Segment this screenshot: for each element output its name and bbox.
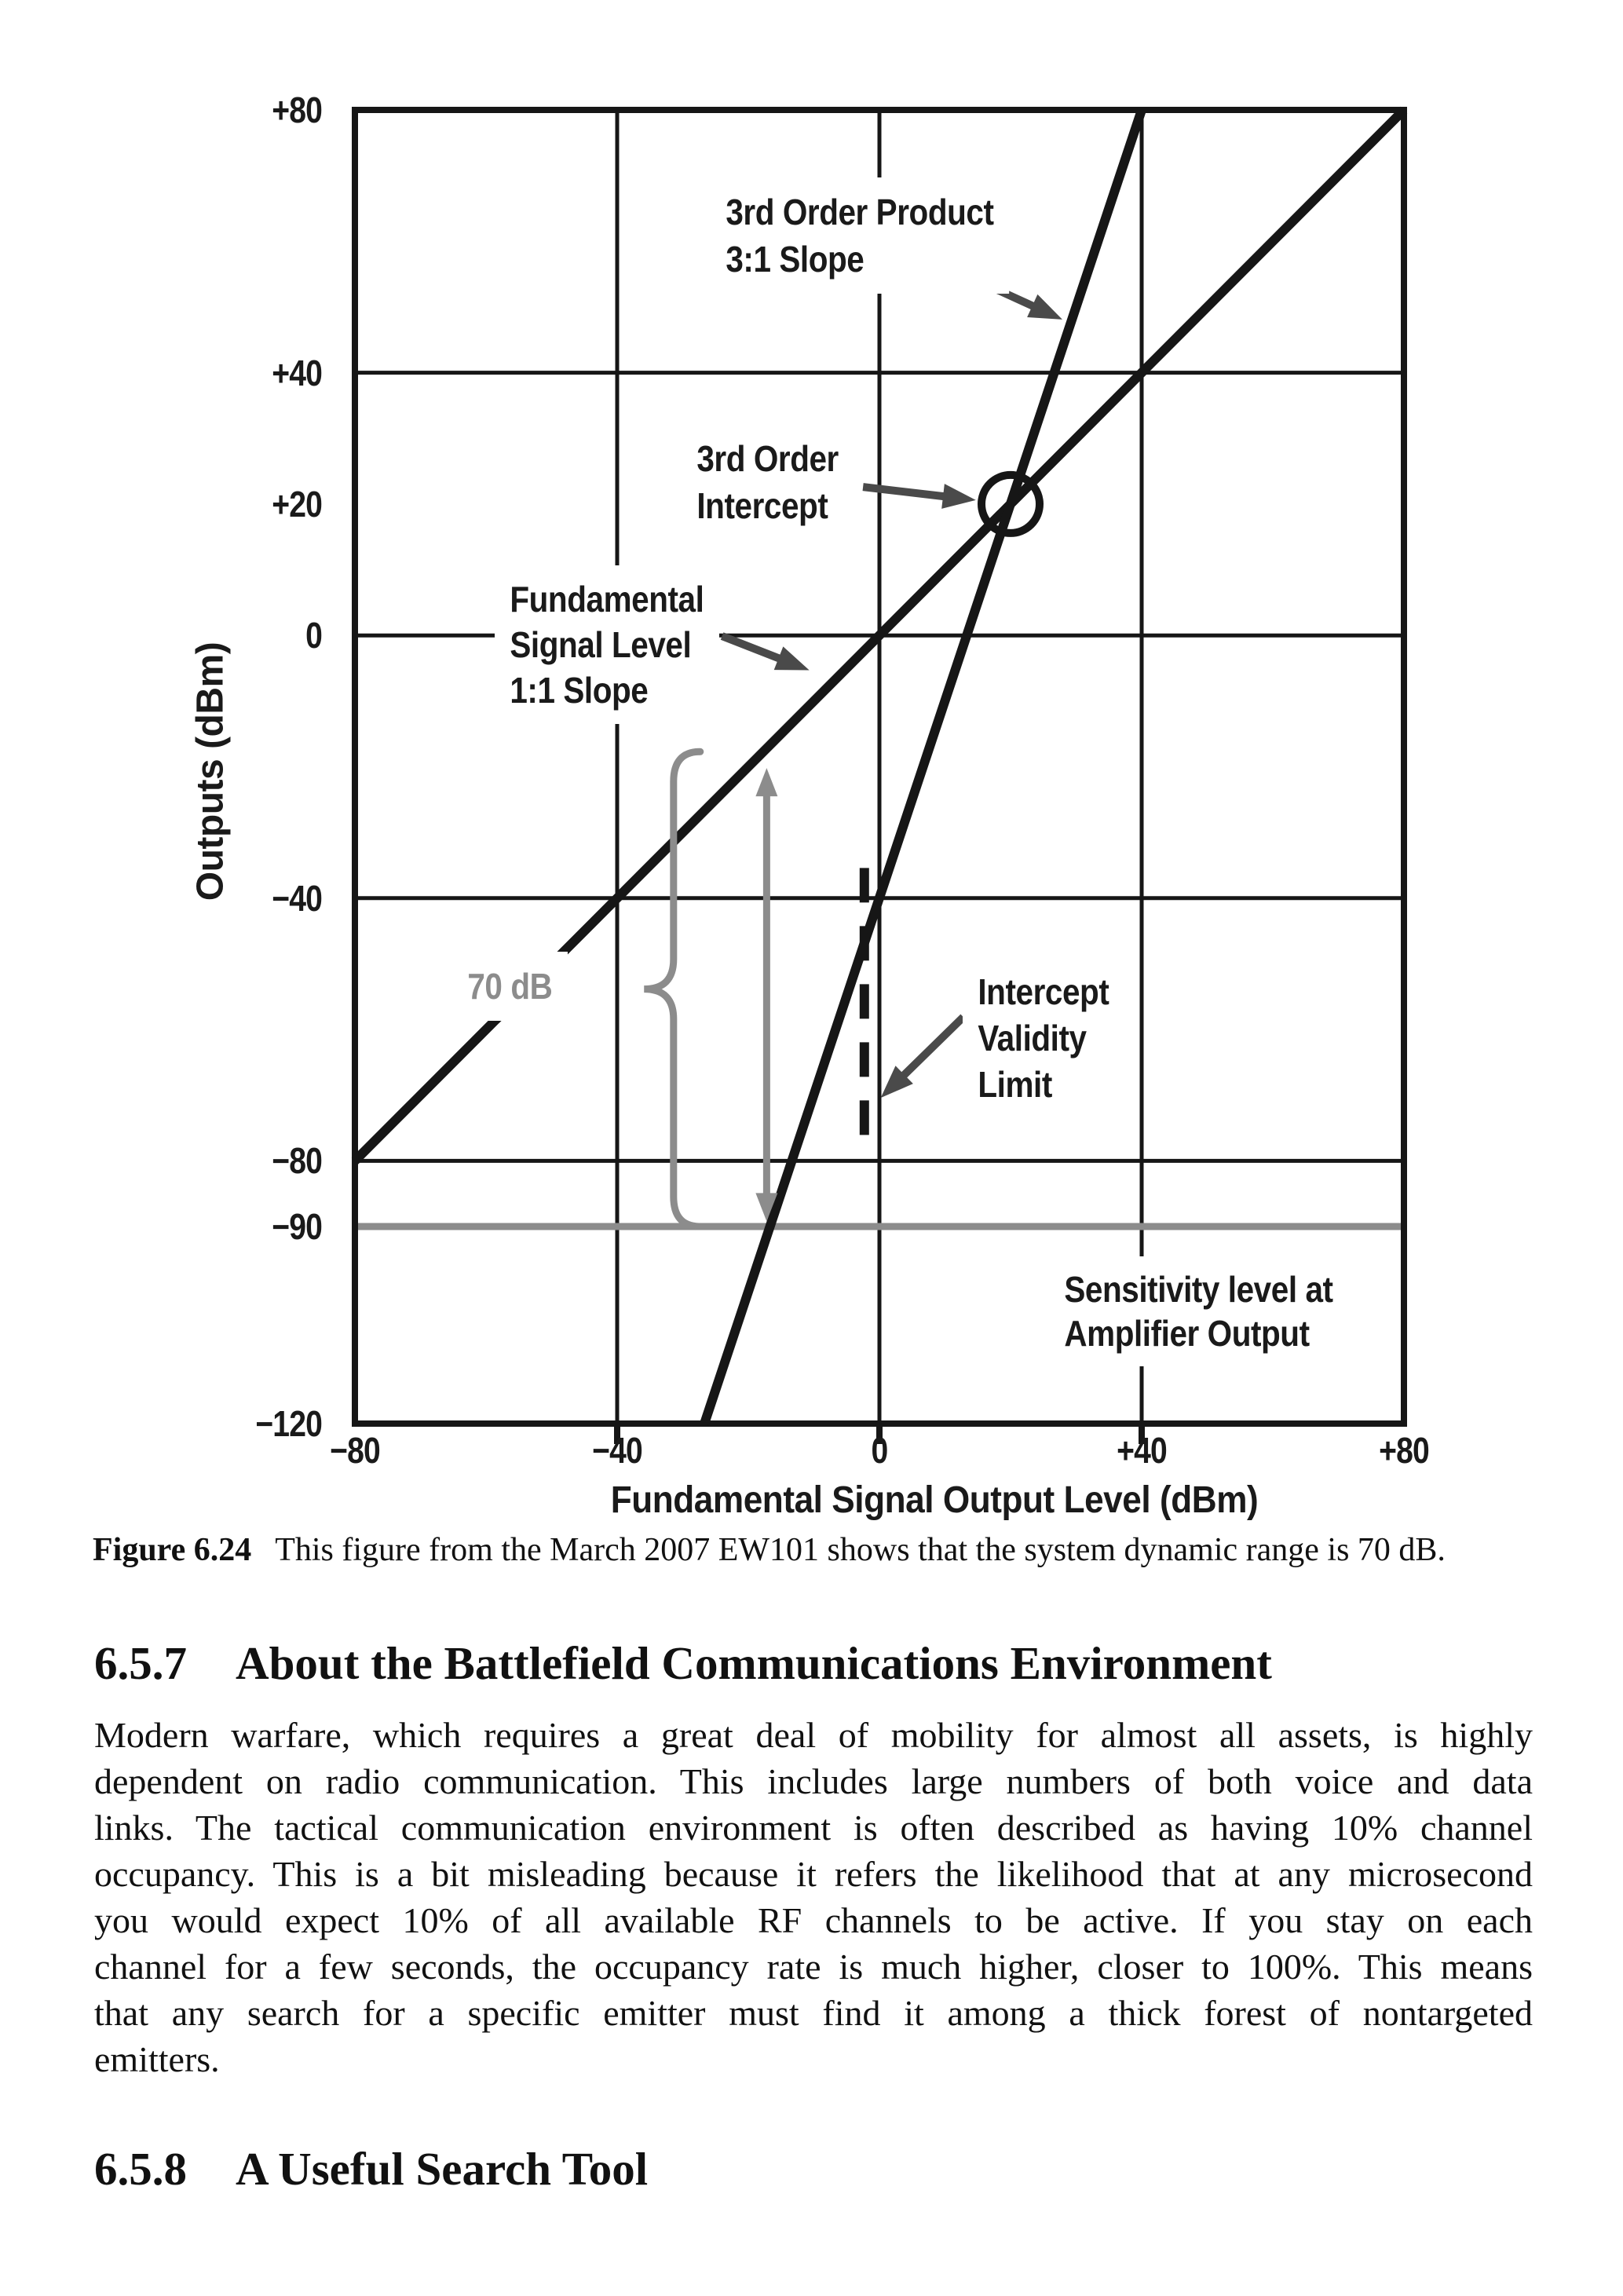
section-title: About the Battlefield Communications Environment (236, 1637, 1272, 1689)
y-tick-label-40: +40 (272, 352, 322, 393)
label-3rd-order-intercept: 3rd Order Intercept (682, 424, 854, 540)
paragraph-line: that any search for a specific emitter must find it among a thick forest of nontargeted (94, 1993, 1533, 2033)
intercept-arrow-head (941, 484, 976, 509)
paragraph-line: emitters. (94, 2039, 220, 2079)
y-tick-label--90: −90 (272, 1206, 322, 1248)
label-intercept-validity-limit: Intercept Validity Limit (963, 958, 1124, 1119)
x-tick-label--40: −40 (592, 1430, 642, 1471)
label-3rd-order-product: 3rd Order Product 3:1 Slope (711, 177, 1009, 294)
x-tick-label-40: +40 (1117, 1430, 1167, 1471)
y-tick-label-80: +80 (272, 90, 322, 130)
paragraph-line: you would expect 10% of all available RF channels to be active. If you stay on each (94, 1900, 1533, 1940)
y-axis-title: Outputs (dBm) (189, 642, 232, 901)
body-paragraph (94, 1712, 1533, 2082)
figure-caption-label: Figure 6.24 (93, 1532, 252, 1568)
label-70-db: 70 dB (452, 952, 568, 1021)
y-tick-label-20: +20 (272, 483, 322, 525)
label-fundamental-signal: Fundamental Signal Level 1:1 Slope (495, 565, 719, 724)
label-sensitivity-level: Sensitivity level at Amplifier Output (1049, 1256, 1348, 1366)
paragraph-line: dependent on radio communication. This includes large numbers of both voice and data (94, 1761, 1533, 1801)
section-heading-6-5-7 (94, 1636, 1531, 1690)
product-arrow-head (1027, 294, 1062, 320)
x-tick-label-80: +80 (1379, 1430, 1429, 1471)
section-title: A Useful Search Tool (236, 2143, 649, 2195)
y-tick-label--80: −80 (272, 1140, 322, 1182)
validity-arrow (897, 1017, 963, 1081)
paragraph-line: links. The tactical communication environment is often described as having 10% channel (94, 1808, 1533, 1848)
paragraph-line: channel for a few seconds, the occupancy rate is much higher, closer to 100%. This means (94, 1947, 1533, 1987)
y-tick-label--120: −120 (255, 1403, 322, 1444)
paragraph-line: Modern warfare, which requires a great deal of mobility for almost all assets, is highly (94, 1715, 1533, 1755)
figure-caption-text: This figure from the March 2007 EW101 shows that the system dynamic range is 70 dB. (275, 1532, 1446, 1568)
x-axis-title: Fundamental Signal Output Level (dBm) (610, 1479, 1259, 1521)
y-tick-label--40: −40 (272, 877, 322, 919)
fundamental-arrow-head (774, 646, 810, 670)
section-number: 6.5.7 (94, 1637, 187, 1689)
intercept-arrow (863, 487, 952, 497)
y-tick-label-0: 0 (305, 615, 322, 656)
dynamic-range-arrow-head (755, 768, 777, 796)
x-tick-label-0: 0 (871, 1430, 888, 1471)
section-number: 6.5.8 (94, 2143, 187, 2195)
figure-caption (93, 1530, 1530, 1570)
section-heading-6-5-8 (94, 2142, 1531, 2195)
fundamental-arrow (722, 636, 788, 662)
x-tick-label--80: −80 (330, 1430, 380, 1471)
paragraph-line: occupancy. This is a bit misleading because it refers the likelihood that at any microsecond (94, 1854, 1533, 1894)
